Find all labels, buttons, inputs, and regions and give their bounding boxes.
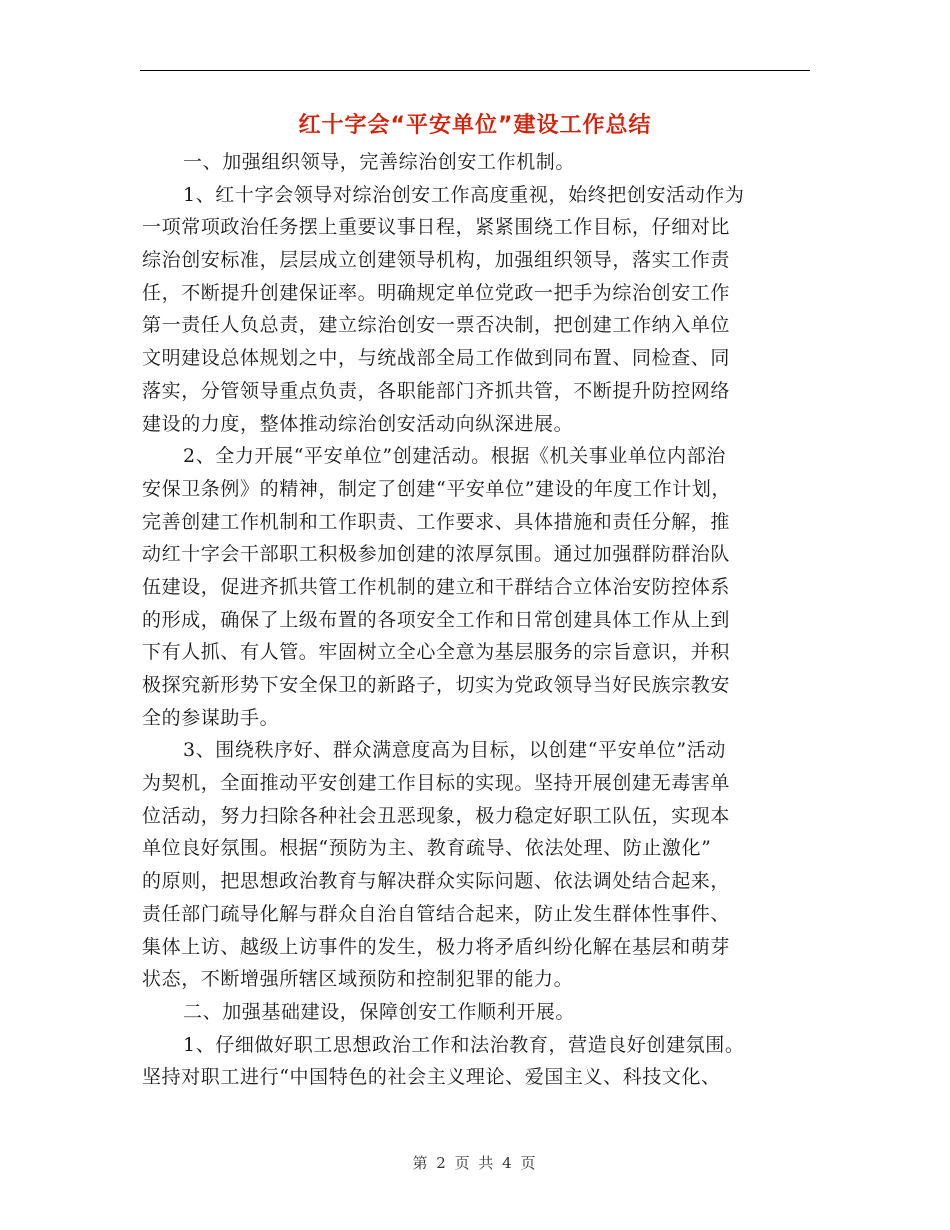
page-footer: 第 2 页 共 4 页 — [412, 1154, 538, 1172]
text-line: 的原则，把思想政治教育与解决群众实际问题、依法调处结合起来， — [142, 870, 731, 893]
text-line: 任，不断提升创建保证率。明确规定单位党政一把手为综治创安工作 — [142, 281, 731, 304]
text-line: 一项常项政治任务摆上重要议事日程，紧紧围绕工作目标，仔细对比 — [142, 216, 731, 239]
text-line: 为契机，全面推动平安创建工作目标的实现。坚持开展创建无毒害单 — [142, 772, 731, 795]
text-line: 下有人抓、有人管。牢固树立全心全意为基层服务的宗旨意识，并积 — [142, 641, 731, 664]
text-line: 集体上访、越级上访事件的发生，极力将矛盾纠纷化解在基层和萌芽 — [142, 935, 731, 958]
text-line: 综治创安标准，层层成立创建领导机构，加强组织领导，落实工作责 — [142, 249, 731, 272]
text-line: 3、围绕秩序好、群众满意度高为目标，以创建“平安单位”活动 — [183, 739, 726, 762]
document-body — [142, 146, 810, 1094]
text-line: 伍建设，促进齐抓共管工作机制的建立和干群结合立体治安防控体系 — [142, 575, 731, 598]
text-line: 二、加强基础建设，保障创安工作顺利开展。 — [183, 1000, 576, 1023]
text-line: 文明建设总体规划之中，与统战部全局工作做到同布置、同检查、同 — [142, 347, 731, 370]
text-line: 坚持对职工进行“中国特色的社会主义理论、爱国主义、科技文化、 — [142, 1066, 721, 1089]
text-line: 1、红十字会领导对综治创安工作高度重视，始终把创安活动作为 — [183, 183, 745, 206]
text-line: 的形成，确保了上级布置的各项安全工作和日常创建具体工作从上到 — [142, 608, 731, 631]
text-line: 安保卫条例》的精神，制定了创建“平安单位”建设的年度工作计划， — [142, 477, 732, 500]
text-line: 第一责任人负总责，建立综治创安一票否决制，把创建工作纳入单位 — [142, 314, 731, 337]
text-line: 落实，分管领导重点负责，各职能部门齐抓共管，不断提升防控网络 — [142, 379, 731, 402]
text-line: 1、仔细做好职工思想政治工作和法治教育，营造良好创建氛围。 — [183, 1033, 745, 1056]
text-line: 状态，不断增强所辖区域预防和控制犯罪的能力。 — [142, 968, 574, 991]
text-line: 位活动，努力扫除各种社会丑恶现象，极力稳定好职工队伍，实现本 — [142, 804, 731, 827]
text-line: 单位良好氛围。根据“预防为主、教育疏导、依法处理、防止激化” — [142, 837, 712, 860]
text-line: 责任部门疏导化解与群众自治自管结合起来，防止发生群体性事件、 — [142, 902, 731, 925]
text-line: 建设的力度，整体推动综治创安活动向纵深进展。 — [142, 412, 574, 435]
text-line: 2、全力开展“平安单位”创建活动。根据《机关事业单位内部治 — [183, 445, 726, 468]
text-line: 动红十字会干部职工积极参加创建的浓厚氛围。通过加强群防群治队 — [142, 543, 731, 566]
document-title: 红十字会“平安单位”建设工作总结 — [298, 113, 652, 138]
text-line: 全的参谋助手。 — [142, 706, 280, 729]
text-line: 完善创建工作机制和工作职责、工作要求、具体措施和责任分解，推 — [142, 510, 731, 533]
header-rule — [140, 70, 810, 71]
text-line: 极探究新形势下安全保卫的新路子，切实为党政领导当好民族宗教安 — [142, 674, 731, 696]
text-line: 一、加强组织领导，完善综治创安工作机制。 — [183, 151, 576, 173]
